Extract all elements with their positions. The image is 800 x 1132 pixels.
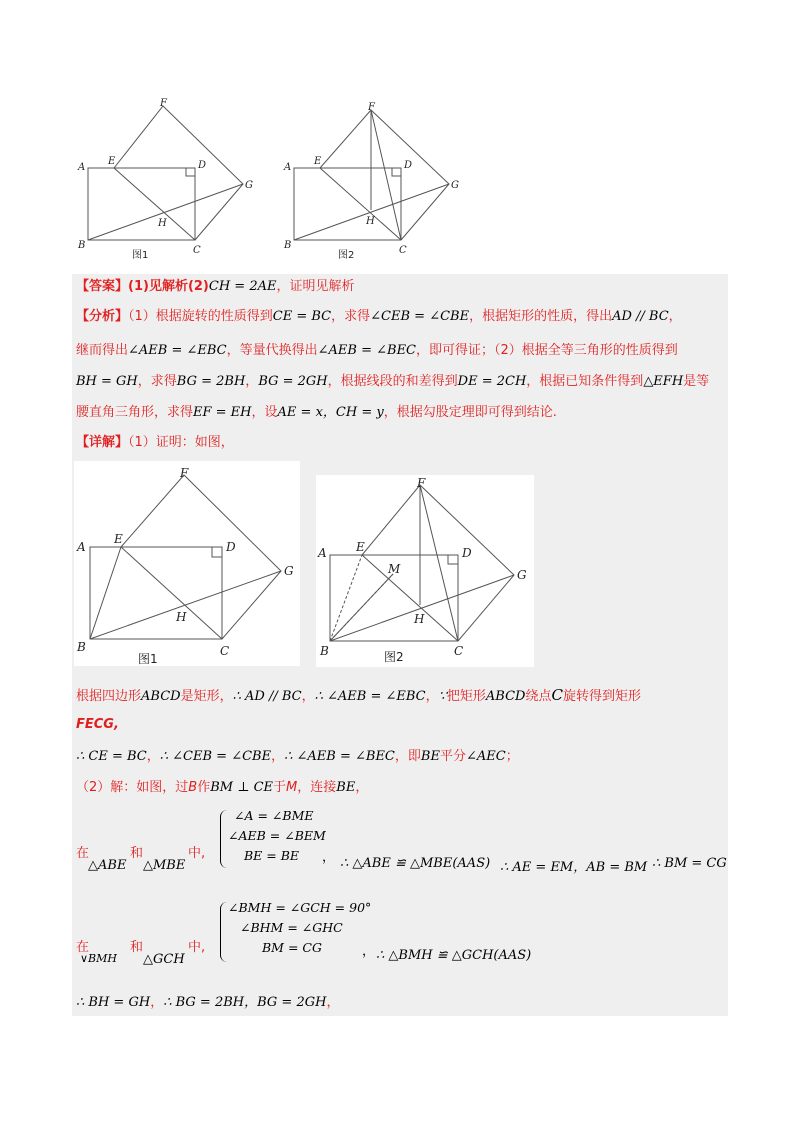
- formula: BG = 2BH: [176, 374, 246, 389]
- label-e: E: [108, 156, 116, 167]
- point-b: B: [188, 780, 198, 795]
- analysis-text: ，根据勾股定理即可得到结论.: [383, 405, 557, 420]
- label-d: D: [198, 160, 207, 171]
- text-zai: 在: [76, 940, 90, 955]
- analysis-text: ，: [668, 309, 682, 324]
- proof-figure-1: [74, 461, 300, 666]
- label-e: E: [114, 532, 123, 546]
- analysis-tag: 【分析】: [76, 309, 129, 324]
- formula: ∴ BM = CG: [652, 856, 727, 871]
- answer-line: [76, 278, 354, 296]
- formula: EF = EH: [193, 405, 252, 420]
- label-a: A: [318, 546, 327, 560]
- formula: ∠AEB = ∠EBC: [128, 343, 227, 358]
- proof-text: ，: [146, 749, 160, 764]
- proof-text: 于: [273, 780, 287, 795]
- analysis-text: 腰直角三角形，求得: [76, 405, 194, 420]
- formula: ABCD: [141, 689, 181, 704]
- proof-text: ，: [301, 689, 315, 704]
- formula: ∴ △ABE ≌ △MBE(AAS): [340, 856, 491, 871]
- proof2-line-1: [76, 779, 368, 797]
- label-c: C: [193, 245, 201, 256]
- label-h: H: [414, 612, 425, 626]
- proof-text: （2）解：如图，过: [76, 780, 189, 795]
- text-zhong: 中,: [188, 846, 206, 861]
- formula: C: [551, 686, 563, 704]
- label-b: B: [320, 644, 329, 658]
- analysis-text: ，: [245, 374, 259, 389]
- analysis-text: ，求得: [137, 374, 177, 389]
- formula: ∴ BG = 2BH，BG = 2GH: [163, 995, 327, 1010]
- label-g: G: [451, 180, 459, 191]
- analysis-line-2: [76, 342, 678, 360]
- proof-text: ，连接: [297, 780, 337, 795]
- formula: CE = BC: [272, 309, 332, 324]
- text-he: 和: [130, 940, 144, 955]
- point-m: M: [286, 780, 298, 795]
- proof-text: ，: [326, 995, 340, 1010]
- analysis-text: ，根据矩形的性质，得出: [469, 309, 613, 324]
- geometry-diagram-top-2: [282, 98, 467, 266]
- label-d: D: [462, 546, 472, 560]
- detail-line: [76, 434, 234, 452]
- label-a: A: [284, 162, 292, 173]
- triangle-mbe: △MBE: [143, 858, 186, 873]
- figure-caption: 图2: [338, 250, 355, 261]
- formula: BG = 2GH: [258, 374, 328, 389]
- rectangle-name: FECG,: [76, 717, 119, 732]
- formula: AD // BC: [612, 309, 669, 324]
- label-h: H: [366, 216, 375, 227]
- figure-caption: 图1: [138, 652, 158, 666]
- label-f: F: [368, 102, 375, 113]
- proof-text: ，: [271, 749, 285, 764]
- condition-list: [228, 806, 326, 866]
- proof1-line-3: [76, 748, 519, 766]
- label-g: G: [284, 564, 294, 578]
- left-brace: [220, 902, 227, 962]
- condition-row: BE = BE: [244, 848, 300, 863]
- analysis-line-3: [76, 373, 709, 391]
- proof-figure-2: [316, 475, 534, 667]
- formula: BM ⊥ CE: [210, 780, 274, 795]
- label-c: C: [399, 245, 407, 256]
- detail-tag: 【详解】: [76, 435, 129, 450]
- formula: ∴ AE = EM，AB = BM: [500, 860, 648, 875]
- comma: ，: [362, 944, 376, 959]
- geometry-diagram-top-1: [76, 98, 261, 266]
- label-b: B: [77, 640, 86, 654]
- proof-text: ，: [355, 780, 369, 795]
- label-m: M: [388, 562, 401, 576]
- text-zhong: 中,: [188, 940, 206, 955]
- analysis-line-1: [76, 308, 682, 326]
- analysis-text: ，即可得证；（2）根据全等三角形的性质得到: [416, 343, 678, 358]
- condition-row: BM = CG: [262, 940, 322, 955]
- proof-text: 是矩形，: [180, 689, 233, 704]
- proof-text: 旋转得到矩形: [562, 689, 641, 704]
- formula: ABCD: [485, 689, 526, 704]
- formula: ∠CEB = ∠CBE: [370, 309, 470, 324]
- label-e: E: [314, 156, 322, 167]
- triangle-gch: △GCH: [143, 952, 185, 967]
- label-c: C: [454, 644, 464, 658]
- condition-list: [228, 898, 371, 958]
- formula: BE: [420, 749, 440, 764]
- analysis-text: ，等量代换得出: [226, 343, 318, 358]
- formula: ∴ ∠AEB = ∠EBC: [314, 689, 426, 704]
- proof-text: ，: [150, 995, 164, 1010]
- geometry-diagram-2: [316, 475, 534, 667]
- figure-caption: 图2: [384, 650, 404, 664]
- label-f: F: [180, 466, 189, 480]
- answer-tag: 【答案】: [76, 279, 129, 294]
- proof-text: ；: [505, 749, 519, 764]
- formula: DE = 2CH: [457, 374, 527, 389]
- text-zai: 在: [76, 846, 90, 861]
- proof-text: ，即: [394, 749, 421, 764]
- analysis-text: ，根据线段的和差得到: [327, 374, 458, 389]
- proof-text: 把矩形: [446, 689, 486, 704]
- label-g: G: [517, 568, 527, 582]
- final-line: [76, 994, 339, 1012]
- triangle-bmh: ∨BMH: [80, 952, 117, 965]
- label-c: C: [220, 644, 230, 658]
- label-a: A: [78, 162, 86, 173]
- formula: ∴ CE = BC: [76, 749, 147, 764]
- formula: AE = x，CH = y: [277, 405, 384, 420]
- geometry-diagram-1: [74, 461, 300, 666]
- proof-text: ，: [425, 689, 439, 704]
- top-figure-2: [282, 98, 467, 266]
- proof1-line-2: [76, 716, 119, 734]
- condition-row: ∠BHM = ∠GHC: [240, 920, 343, 935]
- answer-formula: CH = 2AE: [208, 279, 277, 294]
- label-g: G: [245, 180, 253, 191]
- proof-text: 根据四边形: [76, 689, 142, 704]
- text-he: 和: [130, 846, 144, 861]
- formula: ∴ BH = GH: [76, 995, 151, 1010]
- label-h: H: [158, 218, 167, 229]
- formula: BH = GH: [76, 374, 138, 389]
- comma: ，: [322, 850, 336, 865]
- label-a: A: [77, 540, 86, 554]
- label-d: D: [226, 540, 236, 554]
- label-d: D: [404, 160, 413, 171]
- analysis-text: ，根据已知条件得到: [526, 374, 644, 389]
- proof-text: 绕点: [525, 689, 552, 704]
- formula: ∴ ∠CEB = ∠CBE: [159, 749, 272, 764]
- formula: ∴ ∠AEB = ∠BEC: [284, 749, 395, 764]
- label-f: F: [417, 476, 426, 490]
- analysis-text: ，设: [251, 405, 278, 420]
- condition-row: ∠AEB = ∠BEM: [228, 828, 326, 843]
- formula: ∵: [438, 689, 447, 704]
- label-b: B: [284, 240, 292, 251]
- answer-rest: ，证明见解析: [276, 279, 355, 294]
- formula: △EFH: [643, 374, 684, 389]
- analysis-text: （1）根据旋转的性质得到: [128, 309, 273, 324]
- left-brace: [220, 810, 227, 868]
- label-b: B: [78, 240, 86, 251]
- formula: ∴ △BMH ≌ △GCH(AAS): [376, 948, 532, 963]
- figure-caption: 图1: [132, 250, 149, 261]
- label-f: F: [160, 98, 167, 109]
- label-e: E: [356, 540, 365, 554]
- top-figure-1: [76, 98, 261, 266]
- label-h: H: [176, 610, 187, 624]
- formula: BE: [336, 780, 356, 795]
- formula: ∠AEB = ∠BEC: [317, 343, 417, 358]
- answer-part1: (1)见解析(2): [128, 279, 209, 294]
- condition-row: ∠A = ∠BME: [234, 808, 314, 823]
- proof-text: 平分: [439, 749, 466, 764]
- triangle-abe: △ABE: [88, 858, 127, 873]
- analysis-text: 继而得出: [76, 343, 129, 358]
- proof1-line-1: [76, 686, 641, 706]
- analysis-text: ，求得: [331, 309, 371, 324]
- formula: ∠AEC: [465, 749, 506, 764]
- proof-text: 作: [197, 780, 211, 795]
- analysis-text: 是等: [683, 374, 710, 389]
- formula: ∴ AD // BC: [232, 689, 302, 704]
- condition-row: ∠BMH = ∠GCH = 90°: [228, 900, 372, 915]
- analysis-line-4: [76, 404, 557, 422]
- detail-intro: （1）证明：如图，: [128, 435, 234, 450]
